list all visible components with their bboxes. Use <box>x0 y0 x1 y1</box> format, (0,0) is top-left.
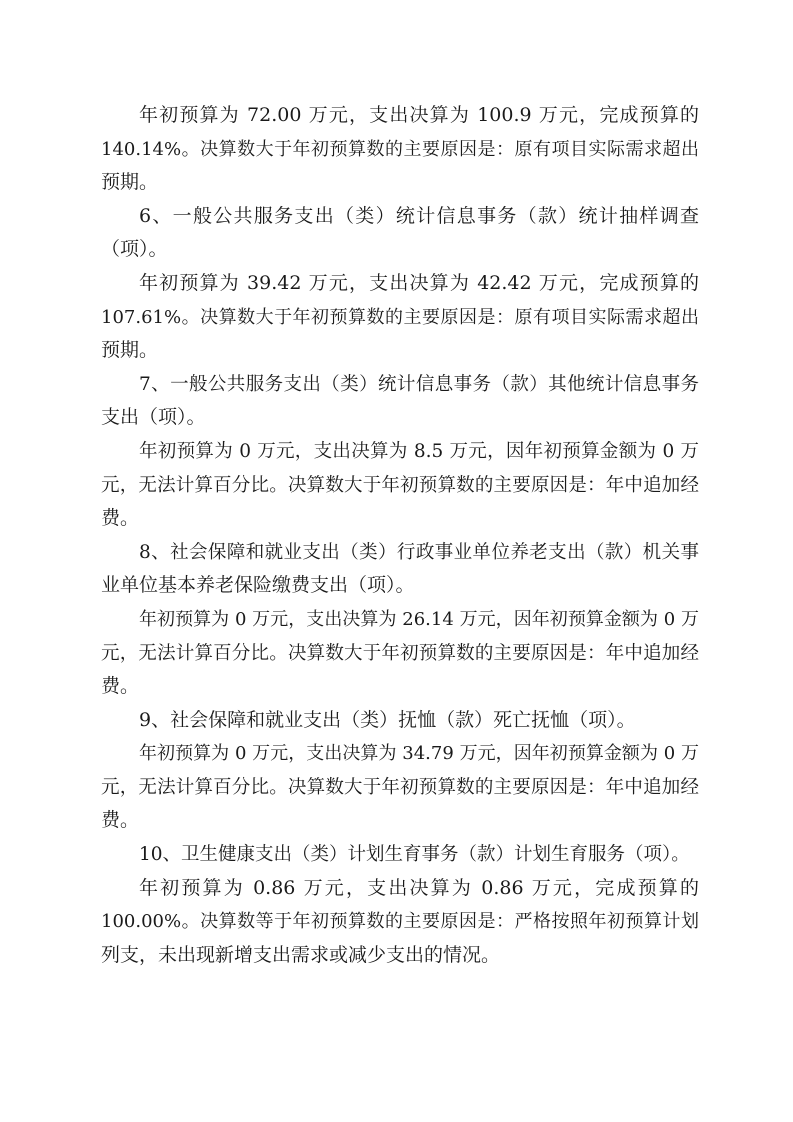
paragraph-item-5-budget <box>101 99 699 200</box>
text-line: 140.14%。决算数大于年初预算数的主要原因是：原有项目实际需求超出 <box>101 138 699 160</box>
text-line: 费。 <box>101 675 140 698</box>
paragraph-item-6-budget <box>101 267 699 368</box>
text-line: 列支，未出现新增支出需求或减少支出的情况。 <box>101 943 501 966</box>
text-line: 100.00%。决算数等于年初预算数的主要原因是：严格按照年初预算计划 <box>101 911 699 933</box>
text-line: 元，无法计算百分比。决算数大于年初预算数的主要原因是：年中追加经 <box>101 776 699 798</box>
paragraph-item-9-heading <box>101 704 699 738</box>
text-line: 8、社会保障和就业支出（类）行政事业单位养老支出（款）机关事 <box>139 541 699 563</box>
text-line: 年初预算为 39.42 万元，支出决算为 42.42 万元，完成预算的 <box>139 271 699 294</box>
text-line: 7、一般公共服务支出（类）统计信息事务（款）其他统计信息事务 <box>139 373 699 395</box>
text-line: 年初预算为 0 万元，支出决算为 8.5 万元，因年初预算金额为 0 万 <box>139 440 699 462</box>
paragraph-item-7-heading <box>101 368 699 435</box>
text-line: 业单位基本养老保险缴费支出（项）。 <box>101 574 415 597</box>
text-line: 9、社会保障和就业支出（类）抚恤（款）死亡抚恤（项）。 <box>139 708 636 731</box>
paragraph-item-10-heading <box>101 838 699 872</box>
text-line: 年初预算为 0.86 万元，支出决算为 0.86 万元，完成预算的 <box>139 876 699 899</box>
text-line: 107.61%。决算数大于年初预算数的主要原因是：原有项目实际需求超出 <box>101 306 699 328</box>
paragraph-item-9-budget <box>101 737 699 838</box>
text-line: 支出（项）。 <box>101 406 206 429</box>
text-line: 预期。 <box>101 171 159 194</box>
paragraph-item-7-budget <box>101 435 699 536</box>
text-line: 费。 <box>101 507 140 530</box>
text-line: 元，无法计算百分比。决算数大于年初预算数的主要原因是：年中追加经 <box>101 474 699 496</box>
paragraph-item-8-heading <box>101 536 699 603</box>
text-line: 年初预算为 0 万元，支出决算为 34.79 万元，因年初预算金额为 0 万 <box>139 743 699 765</box>
paragraph-item-6-heading <box>101 200 699 267</box>
text-line: 费。 <box>101 809 140 832</box>
text-line: 元，无法计算百分比。决算数大于年初预算数的主要原因是：年中追加经 <box>101 642 699 664</box>
text-line: 10、卫生健康支出（类）计划生育事务（款）计划生育服务（项）。 <box>139 844 690 866</box>
text-line: 年初预算为 0 万元，支出决算为 26.14 万元，因年初预算金额为 0 万 <box>139 608 699 630</box>
paragraph-item-8-budget <box>101 603 699 704</box>
text-line: 6、一般公共服务支出（类）统计信息事务（款）统计抽样调查 <box>139 204 699 227</box>
text-line: （项）。 <box>101 238 168 261</box>
text-line: 年初预算为 72.00 万元，支出决算为 100.9 万元，完成预算的 <box>139 104 699 126</box>
paragraph-item-10-budget <box>101 872 699 973</box>
text-line: 预期。 <box>101 339 159 362</box>
document-page <box>101 99 699 972</box>
